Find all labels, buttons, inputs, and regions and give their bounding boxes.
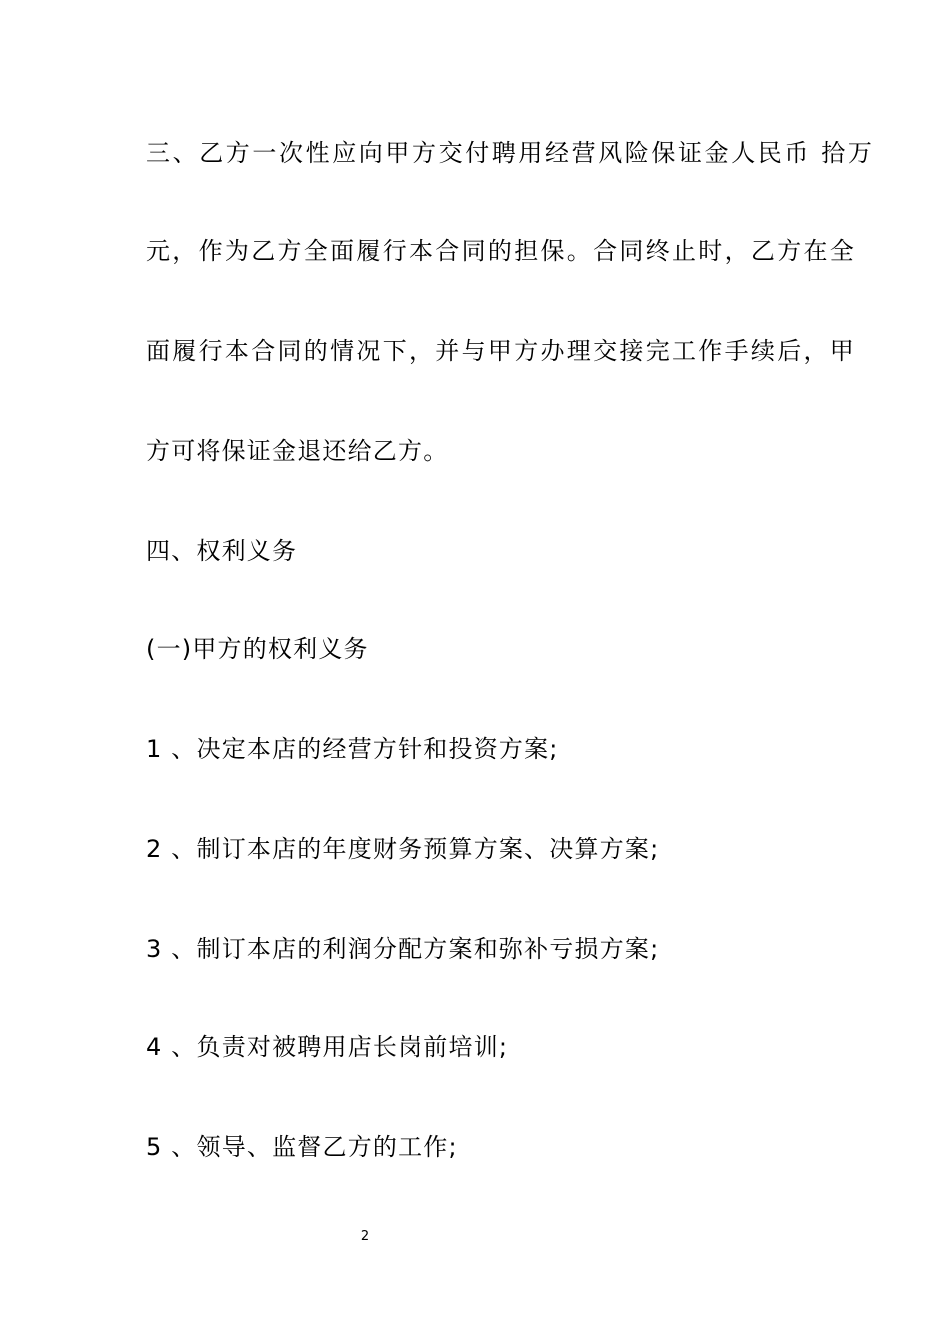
paragraph-three-line-4: 方可将保证金退还给乙方。 [146, 437, 449, 465]
section-heading-rights-obligations: 四、权利义务 [146, 537, 298, 565]
paragraph-three-line-2: 元，作为乙方全面履行本合同的担保。合同终止时，乙方在全 [146, 237, 857, 265]
list-item: 1 、决定本店的经营方针和投资方案; [146, 735, 559, 763]
list-item: 5 、领导、监督乙方的工作; [146, 1133, 458, 1161]
list-item: 4 、负责对被聘用店长岗前培训; [146, 1033, 509, 1061]
list-item: 3 、制订本店的利润分配方案和弥补亏损方案; [146, 935, 660, 963]
subsection-heading-party-a: (一)甲方的权利义务 [146, 635, 369, 663]
paragraph-three-line-3: 面履行本合同的情况下，并与甲方办理交接完工作手续后，甲 [146, 337, 857, 365]
paragraph-three-line-1: 三、乙方一次性应向甲方交付聘用经营风险保证金人民币 拾万 [146, 139, 875, 167]
page-number: 2 [360, 1229, 370, 1244]
list-item: 2 、制订本店的年度财务预算方案、决算方案; [146, 835, 660, 863]
